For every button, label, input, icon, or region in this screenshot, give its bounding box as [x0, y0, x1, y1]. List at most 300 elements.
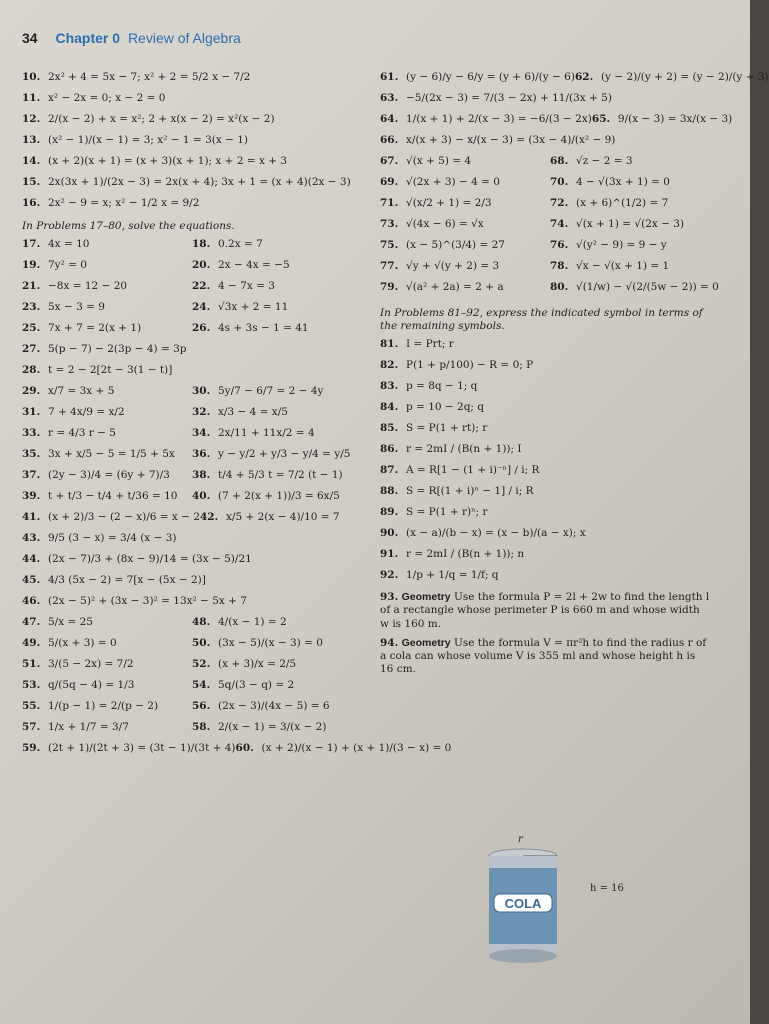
problem-row	[22, 302, 370, 323]
problem-item	[22, 659, 192, 677]
problem-item	[22, 596, 370, 614]
radius-label: r	[518, 834, 523, 845]
problem-item	[380, 486, 710, 504]
chapter-label: Chapter 0	[55, 30, 121, 46]
problem-equation: r = 2mI / (B(n + 1)); I	[406, 443, 522, 456]
problems-43-46	[22, 533, 370, 614]
problem-row	[22, 260, 370, 281]
problem-row	[22, 617, 370, 638]
problem-equation: (2t + 1)/(2t + 3) = (3t − 1)/(3t + 4)	[48, 742, 236, 755]
problem-row	[22, 281, 370, 302]
problem-item	[22, 198, 370, 216]
problem-number: 49.	[22, 637, 41, 650]
problem-number: 19.	[22, 259, 41, 272]
problem-item	[22, 533, 370, 551]
problem-equation: √3x + 2 = 11	[218, 301, 289, 314]
problem-row	[22, 742, 452, 764]
problem-item	[380, 156, 550, 174]
problem-number: 60.	[235, 742, 254, 755]
problem-equation: (x − a)/(b − x) = (x − b)/(a − x); x	[406, 527, 586, 540]
problem-item	[380, 219, 550, 237]
problem-item	[192, 449, 370, 467]
problem-number: 35.	[22, 448, 41, 461]
problem-item	[192, 680, 370, 698]
problem-row	[22, 701, 370, 722]
problem-number: 38.	[192, 469, 211, 482]
problem-number: 45.	[22, 574, 41, 587]
problem-item	[22, 680, 192, 698]
problem-item	[192, 386, 370, 404]
problem-equation: (y − 6)/y − 6/y = (y + 6)/(y − 6)	[406, 71, 575, 83]
problem-equation: r = 2mI / (B(n + 1)); n	[406, 548, 525, 561]
problem-item	[550, 282, 719, 300]
problem-equation: 7 + 4x/9 = x/2	[48, 406, 125, 419]
problem-item	[380, 528, 710, 546]
instructions-81-92: In Problems 81–92, express the indicated symbol in terms of the remaining symbols.	[380, 307, 703, 333]
problem-row	[380, 156, 710, 177]
problem-94: 94. Geometry Use the formula V = πr²h to find the radius r of a cola can whose volume V is 355 ml and whose height h is 16 cm.	[380, 636, 707, 675]
problem-equation: 1/p + 1/q = 1/f; q	[406, 569, 499, 582]
problem-number: 30.	[192, 385, 211, 398]
problem-number: 71.	[380, 197, 399, 209]
problem-item	[192, 470, 370, 488]
problem-item	[380, 423, 710, 441]
problem-number: 40.	[192, 490, 211, 503]
problem-number: 42.	[200, 511, 219, 524]
instructions-17-80: In Problems 17–80, solve the equations.	[22, 220, 235, 232]
problem-number: 80.	[550, 281, 569, 293]
problem-row	[22, 512, 370, 533]
problem-item	[380, 549, 710, 567]
problem-number: 64.	[380, 113, 399, 125]
problem-equation: r = 4/3 r − 5	[48, 427, 116, 440]
right-column	[380, 71, 769, 682]
problem-number: 14.	[22, 155, 41, 167]
problem-number: 59.	[22, 742, 41, 755]
problem-item	[380, 339, 710, 357]
problem-item	[380, 402, 710, 420]
height-label: h = 16	[590, 883, 624, 894]
problem-number: 17.	[22, 238, 41, 251]
problem-item	[22, 470, 192, 488]
problem-number: 43.	[22, 532, 41, 545]
problem-number: 68.	[550, 155, 569, 167]
problem-item	[22, 260, 192, 278]
problem-equation: −8x = 12 − 20	[48, 280, 128, 293]
problem-number: 46.	[22, 595, 41, 608]
problem-item	[380, 507, 710, 525]
problem-row	[22, 449, 370, 470]
problem-equation: 1/x + 1/7 = 3/7	[48, 721, 129, 734]
page-header	[22, 30, 241, 46]
problem-item	[550, 177, 710, 195]
problem-row	[22, 722, 370, 743]
problem-item	[22, 114, 370, 132]
problem-equation: √(1/w) − √(2/(5w − 2)) = 0	[576, 281, 719, 293]
problem-equation: 1/(p − 1) = 2/(p − 2)	[48, 700, 159, 713]
problem-number: 25.	[22, 322, 41, 335]
problem-item	[22, 156, 370, 174]
problem-number: 88.	[380, 485, 399, 498]
problem-number: 26.	[192, 322, 211, 335]
problem-equation: (7 + 2(x + 1))/3 = 6x/5	[218, 490, 340, 503]
problem-number: 63.	[380, 92, 399, 104]
problem-item	[615, 135, 710, 153]
problem-number: 58.	[192, 721, 211, 734]
problem-item	[550, 240, 710, 258]
problem-number: 61.	[380, 71, 399, 83]
problem-number: 53.	[22, 679, 41, 692]
problem-item	[22, 512, 200, 530]
problem-item	[380, 72, 575, 90]
problem-equation: q/(5q − 4) = 1/3	[48, 679, 135, 692]
problem-equation: I = Prt; r	[406, 338, 454, 351]
can-label: COLA	[504, 896, 542, 911]
problem-item	[612, 93, 710, 111]
problem-number: 16.	[22, 197, 41, 209]
problem-item	[22, 93, 370, 111]
problem-item	[192, 302, 370, 320]
problem-equation: 1/(x + 1) + 2/(x − 3) = −6/(3 − 2x)	[406, 113, 592, 125]
problem-row	[380, 261, 710, 282]
problem-row	[22, 407, 370, 428]
problem-equation: √(2x + 3) − 4 = 0	[406, 176, 500, 188]
problem-item	[380, 381, 710, 399]
problem-row	[22, 659, 370, 680]
problem-item	[192, 407, 370, 425]
problem-item	[380, 240, 550, 258]
problem-equation: (x − 5)^(3/4) = 27	[406, 239, 505, 251]
problem-row	[22, 386, 370, 407]
problem-row	[380, 177, 710, 198]
problem-number: 75.	[380, 239, 399, 251]
problem-row	[22, 680, 370, 701]
problem-equation: x² − 2x = 0; x − 2 = 0	[48, 92, 166, 104]
problem-number: 92.	[380, 569, 399, 582]
problem-item	[22, 177, 370, 195]
problem-item	[192, 701, 370, 719]
problem-equation: S = R[(1 + i)ⁿ − 1] / i; R	[406, 485, 534, 498]
problem-number: 23.	[22, 301, 41, 314]
problem-equation: t + t/3 − t/4 + t/36 = 10	[48, 490, 178, 503]
problem-item	[192, 281, 370, 299]
problem-row	[22, 428, 370, 449]
problem-number: 52.	[192, 658, 211, 671]
problem-number: 28.	[22, 364, 41, 377]
problem-number: 10.	[22, 71, 41, 83]
problem-equation: x/3 − 4 = x/5	[218, 406, 288, 419]
problems-29-42	[22, 386, 370, 533]
chapter-title: Review of Algebra	[127, 30, 241, 46]
problem-equation: 2x² − 9 = x; x² − 1/2 x = 9/2	[48, 197, 200, 209]
problem-equation: √(x + 1) = √(2x − 3)	[576, 218, 685, 230]
problem-equation: (x + 2)(x + 1) = (x + 3)(x + 1); x + 2 = x + 3	[48, 155, 288, 167]
problem-number: 33.	[22, 427, 41, 440]
problem-number: 91.	[380, 548, 399, 561]
problem-equation: 0.2x = 7	[218, 238, 263, 251]
problem-number: 47.	[22, 616, 41, 629]
problem-number: 48.	[192, 616, 211, 629]
problem-equation: 9/5 (3 − x) = 3/4 (x − 3)	[48, 532, 177, 545]
problem-row	[22, 638, 370, 659]
problem-number: 56.	[192, 700, 211, 713]
problem-93: 93. Geometry Use the formula P = 2l + 2w to find the length l of a rectangle whose perimeter P is 660 m and whose width w is 160 m.	[380, 591, 710, 630]
problem-row	[380, 135, 710, 156]
problem-number: 51.	[22, 658, 41, 671]
problem-item	[22, 365, 370, 383]
problem-row	[22, 470, 370, 491]
problem-equation: (x² − 1)/(x − 1) = 3; x² − 1 = 3(x − 1)	[48, 134, 249, 146]
problem-number: 18.	[192, 238, 211, 251]
problem-row	[22, 491, 370, 512]
problem-number: 12.	[22, 113, 41, 125]
problem-item	[22, 344, 370, 362]
problem-item	[22, 281, 192, 299]
problem-equation: 4x = 10	[48, 238, 90, 251]
problem-number: 55.	[22, 700, 41, 713]
problem-item	[236, 743, 452, 761]
problem-item	[575, 72, 769, 90]
problem-equation: 2/(x − 2) + x = x²; 2 + x(x − 2) = x²(x − 2)	[48, 113, 275, 125]
problem-item	[22, 386, 192, 404]
problem-row	[22, 323, 370, 344]
problem-item	[22, 617, 192, 635]
problem-number: 79.	[380, 281, 399, 293]
problem-equation: 3/(5 − 2x) = 7/2	[48, 658, 134, 671]
problem-equation: x/7 = 3x + 5	[48, 385, 115, 398]
problem-equation: P(1 + p/100) − R = 0; P	[406, 359, 534, 372]
problem-number: 57.	[22, 721, 41, 734]
problem-item	[22, 449, 192, 467]
problem-item	[192, 617, 370, 635]
problem-item	[22, 701, 192, 719]
problem-equation: A = R[1 − (1 + i)⁻ⁿ] / i; R	[406, 464, 540, 477]
problem-number: 81.	[380, 338, 399, 351]
problem-number: 90.	[380, 527, 399, 540]
problem-equation: 2x − 4x = −5	[218, 259, 290, 272]
problem-item	[380, 282, 550, 300]
problem-item	[22, 743, 236, 761]
problem-number: 13.	[22, 134, 41, 146]
problem-equation: (2y − 3)/4 = (6y + 7)/3	[48, 469, 170, 482]
problem-number: 32.	[192, 406, 211, 419]
problem-number: 76.	[550, 239, 569, 251]
problem-item	[22, 323, 192, 341]
problem-equation: S = P(1 + r)ⁿ; r	[406, 506, 488, 519]
problem-equation: (x + 6)^(1/2) = 7	[576, 197, 669, 209]
problem-number: 39.	[22, 490, 41, 503]
problem-item	[550, 156, 710, 174]
problem-item	[22, 638, 192, 656]
problem-number: 65.	[591, 113, 611, 125]
problem-number: 31.	[22, 406, 41, 419]
problem-number: 41.	[22, 511, 41, 524]
problem-equation: 2/(x − 1) = 3/(x − 2)	[218, 721, 327, 734]
problem-number: 15.	[22, 176, 41, 188]
problem-number: 27.	[22, 343, 41, 356]
problems-47-60	[22, 616, 452, 764]
problem-item	[22, 722, 192, 740]
problem-number: 77.	[380, 260, 399, 272]
problem-number: 22.	[192, 280, 211, 293]
problem-equation: (x + 2)/3 − (2 − x)/6 = x − 2	[48, 511, 200, 524]
problem-number: 44.	[22, 553, 41, 566]
problem-item	[380, 465, 710, 483]
problem-item	[550, 261, 710, 279]
problem-number: 74.	[550, 218, 569, 230]
problem-number: 54.	[192, 679, 211, 692]
problem-equation: 7x + 7 = 2(x + 1)	[48, 322, 142, 335]
problem-row	[22, 239, 370, 260]
problem-number: 86.	[380, 443, 399, 456]
problem-item	[192, 323, 370, 341]
problem-equation: 4s + 3s − 1 = 41	[218, 322, 309, 335]
page-number: 34	[22, 30, 38, 46]
problem-number: 69.	[380, 176, 399, 188]
problem-item	[380, 93, 612, 111]
problem-item	[380, 198, 550, 216]
problem-item	[380, 570, 710, 588]
problem-equation: (x + 2)/(x − 1) + (x + 1)/(3 − x) = 0	[261, 742, 452, 755]
problem-equation: 2x² + 4 = 5x − 7; x² + 2 = 5/2 x − 7/2	[48, 71, 251, 83]
problem-equation: t/4 + 5/3 t = 7/2 (t − 1)	[218, 469, 343, 482]
problem-equation: p = 8q − 1; q	[406, 380, 478, 393]
problem-number: 36.	[192, 448, 211, 461]
problem-row	[380, 93, 710, 114]
problem-item	[22, 491, 192, 509]
problem-number: 11.	[22, 92, 41, 104]
problem-number: 73.	[380, 218, 399, 230]
problem-row	[380, 198, 710, 219]
problem-number: 50.	[192, 637, 211, 650]
problem-row	[380, 113, 733, 135]
problem-equation: 3x + x/5 − 5 = 1/5 + 5x	[48, 448, 175, 461]
problem-number: 21.	[22, 280, 41, 293]
problem-equation: √(x/2 + 1) = 2/3	[406, 197, 492, 209]
problem-equation: y − y/2 + y/3 − y/4 = y/5	[218, 448, 351, 461]
problem-row	[380, 240, 710, 261]
problem-item	[380, 360, 710, 378]
problem-number: 89.	[380, 506, 399, 519]
problem-item	[192, 239, 370, 257]
problem-equation: (y − 2)/(y + 2) = (y − 2)/(y + 3)	[600, 71, 769, 83]
problems-61-80	[380, 71, 769, 303]
problem-number: 83.	[380, 380, 399, 393]
problem-equation: x/(x + 3) − x/(x − 3) = (3x − 4)/(x² − 9)	[406, 134, 616, 146]
problem-number: 67.	[380, 155, 399, 167]
problem-equation: 2x(3x + 1)/(2x − 3) = 2x(x + 4); 3x + 1 = (x + 4)(2x − 3)	[48, 176, 351, 188]
problem-equation: 5y/7 − 6/7 = 2 − 4y	[218, 385, 324, 398]
problem-equation: 5/(x + 3) = 0	[48, 637, 117, 650]
problem-equation: (2x − 7)/3 + (8x − 9)/14 = (3x − 5)/21	[48, 553, 252, 566]
problem-item	[192, 722, 370, 740]
problem-item	[380, 135, 615, 153]
problem-equation: √z − 2 = 3	[576, 155, 633, 167]
problem-number: 72.	[550, 197, 569, 209]
problem-row	[380, 281, 719, 303]
problem-item	[22, 72, 370, 90]
problem-number: 82.	[380, 359, 399, 372]
problem-number: 84.	[380, 401, 399, 414]
problem-equation: √(4x − 6) = √x	[406, 218, 484, 230]
problem-row	[380, 71, 769, 93]
problem-equation: t = 2 − 2[2t − 3(1 − t)]	[48, 364, 173, 377]
problem-number: 37.	[22, 469, 41, 482]
problem-item	[22, 575, 370, 593]
problem-equation: 4 − 7x = 3	[218, 280, 275, 293]
problem-number: 70.	[550, 176, 569, 188]
problem-item	[550, 198, 710, 216]
problem-item	[22, 428, 192, 446]
problem-equation: p = 10 − 2q; q	[406, 401, 485, 414]
problem-equation: 2x/11 + 11x/2 = 4	[218, 427, 315, 440]
problem-number: 29.	[22, 385, 41, 398]
problem-item	[22, 407, 192, 425]
problem-number: 24.	[192, 301, 211, 314]
problem-equation: 4/(x − 1) = 2	[218, 616, 287, 629]
problem-equation: (x + 3)/x = 2/5	[218, 658, 297, 671]
problems-17-26	[22, 239, 370, 344]
problems-10-16	[22, 72, 370, 216]
problem-equation: S = P(1 + rt); r	[406, 422, 488, 435]
problem-equation: √(a² + 2a) = 2 + a	[406, 281, 504, 293]
problem-item	[192, 659, 370, 677]
problem-item	[380, 261, 550, 279]
problem-number: 34.	[192, 427, 211, 440]
problem-number: 20.	[192, 259, 211, 272]
problem-equation: 5q/(3 − q) = 2	[218, 679, 295, 692]
problem-item	[380, 114, 592, 132]
problem-item	[22, 239, 192, 257]
problem-item	[22, 554, 370, 572]
problem-item	[200, 512, 370, 530]
problem-equation: √x − √(x + 1) = 1	[576, 260, 670, 272]
problem-number: 66.	[380, 134, 399, 146]
problem-equation: 9/(x − 3) = 3x/(x − 3)	[617, 113, 733, 125]
problem-equation: x/5 + 2(x − 4)/10 = 7	[226, 511, 340, 524]
problem-equation: √(x + 5) = 4	[406, 155, 472, 167]
problem-equation: −5/(2x − 3) = 7/(3 − 2x) + 11/(3x + 5)	[406, 92, 612, 104]
problem-item	[22, 302, 192, 320]
problem-equation: √(y² − 9) = 9 − y	[576, 239, 667, 251]
problem-item	[22, 135, 370, 153]
problem-number: 85.	[380, 422, 399, 435]
problem-item	[192, 491, 370, 509]
problems-27-28	[22, 344, 370, 383]
cola-can-figure	[486, 848, 560, 966]
problem-equation: 4/3 (5x − 2) = 7[x − (5x − 2)]	[48, 574, 206, 587]
problem-item	[192, 260, 370, 278]
problem-number: 87.	[380, 464, 399, 477]
problem-row	[380, 219, 710, 240]
problem-equation: (3x − 5)/(x − 3) = 0	[218, 637, 323, 650]
problem-equation: 7y² = 0	[48, 259, 87, 272]
problem-item	[550, 219, 710, 237]
problem-equation: (2x − 5)² + (3x − 3)² = 13x² − 5x + 7	[48, 595, 247, 608]
problem-equation: √y + √(y + 2) = 3	[406, 260, 500, 272]
problems-81-92	[380, 339, 710, 588]
problem-item	[192, 428, 370, 446]
problem-equation: 5x − 3 = 9	[48, 301, 105, 314]
problem-equation: 5(p − 7) − 2(3p − 4) = 3p	[48, 343, 187, 356]
problem-item	[380, 177, 550, 195]
problem-equation: 4 − √(3x + 1) = 0	[576, 176, 670, 188]
problem-item	[380, 444, 710, 462]
problem-item	[592, 114, 732, 132]
problem-equation: (2x − 3)/(4x − 5) = 6	[218, 700, 330, 713]
problem-number: 78.	[550, 260, 569, 272]
problem-item	[192, 638, 370, 656]
